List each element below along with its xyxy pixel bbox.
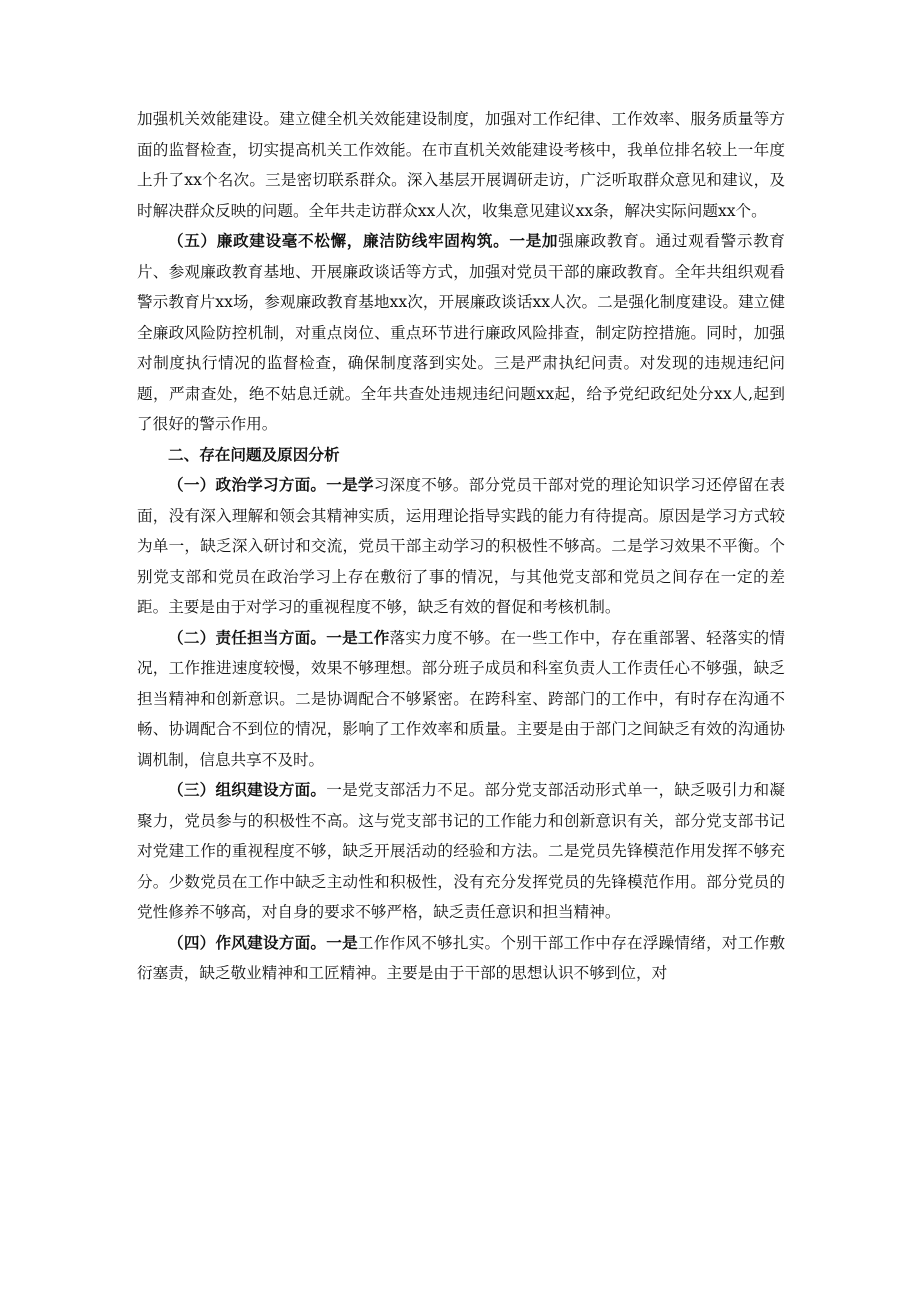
paragraph-responsibility — [137, 623, 785, 776]
paragraph-lead: （一）政治学习方面。一是学 — [168, 475, 374, 494]
paragraph-lead: （五）廉政建设毫不松懈，廉洁防线牢固构筑。一是加 — [168, 231, 559, 250]
paragraph-lead: （二）责任担当方面。一是工作 — [168, 627, 390, 647]
paragraph-lead: （四）作风建设方面。一是 — [168, 932, 358, 952]
paragraph-body: 一是党支部活力不足。部分党支部活动形式单一，缺乏吸引力和凝聚力，党员参与的积极性不高。这与党支部书记的工作能力和创新意识有关，部分党支部书记对党建工作的重视程度不够，缺乏开展活动的经验和方法。二是党员先锋模范作用发挥不够充分。少数党员在工作中缺乏主动性和积极性，没有充分发挥党员的先锋模范作用。部分党员的党性修养不够高，对自身的要求不够严格，缺乏责任意识和担当精神。 — [137, 781, 785, 921]
section-heading: 二、存在问题及原因分析 — [168, 445, 340, 464]
paragraph-body: 强廉政教育。通过观看警示教育片、参观廉政教育基地、开展廉政谈话等方式，加强对党员干部的廉政教育。全年共组织观看警示教育片xx场，参观廉政教育基地xx次，开展廉政谈话xx人次。二是强化制度建设。建立健全廉政风险防控机制，对重点岗位、重点环节进行廉政风险排查，制定防控措施。同时，加强对制度执行情况的监督检查，确保制度落到实处。三是严肃执纪问责。对发现的违规违纪问题，严肃查处，绝不姑息迁就。全年共查处违规违纪问题xx起，给予党纪政纪处分xx人,起到了很好的警示作用。 — [137, 232, 785, 433]
paragraph-continuation — [137, 104, 785, 226]
document-page — [137, 104, 785, 989]
paragraph-integrity-building — [137, 226, 785, 440]
paragraph-body: 工作作风不够扎实。个别干部工作中存在浮躁情绪，对工作敷衍塞责，缺乏敬业精神和工匠精神。主要是由于干部的思想认识不够到位，对 — [137, 933, 785, 982]
paragraph-political-study — [137, 470, 785, 623]
paragraph-work-style — [137, 928, 785, 989]
paragraph-body: 落实力度不够。在一些工作中，存在重部署、轻落实的情况，工作推进速度较慢，效果不够理想。部分班子成员和科室负责人工作责任心不够强，缺乏担当精神和创新意识。二是协调配合不够紧密。在跨科室、跨部门的工作中，有时存在沟通不畅、协调配合不到位的情况，影响了工作效率和质量。主要是由于部门之间缺乏有效的沟通协调机制，信息共享不及时。 — [137, 628, 785, 769]
paragraph-organization — [137, 775, 785, 928]
paragraph-body: 习深度不够。部分党员干部对党的理论知识学习还停留在表面，没有深入理解和领会其精神实质，运用理论指导实践的能力有待提高。原因是学习方式较为单一，缺乏深入研讨和交流，党员干部主动学习的积极性不够高。二是学习效果不平衡。个别党支部和党员在政治学习上存在敷衍了事的情况，与其他党支部和党员之间存在一定的差距。主要是由于对学习的重视程度不够，缺乏有效的督促和考核机制。 — [137, 476, 785, 616]
paragraph-body: 加强机关效能建设。建立健全机关效能建设制度，加强对工作纪律、工作效率、服务质量等方面的监督检查，切实提高机关工作效能。在市直机关效能建设考核中，我单位排名较上一年度上升了xx个名次。三是密切联系群众。深入基层开展调研走访，广泛听取群众意见和建议，及时解决群众反映的问题。全年共走访群众xx人次，收集意见建议xx条，解决实际问题xx个。 — [137, 110, 785, 220]
paragraph-lead: （三）组织建设方面。 — [168, 780, 327, 799]
